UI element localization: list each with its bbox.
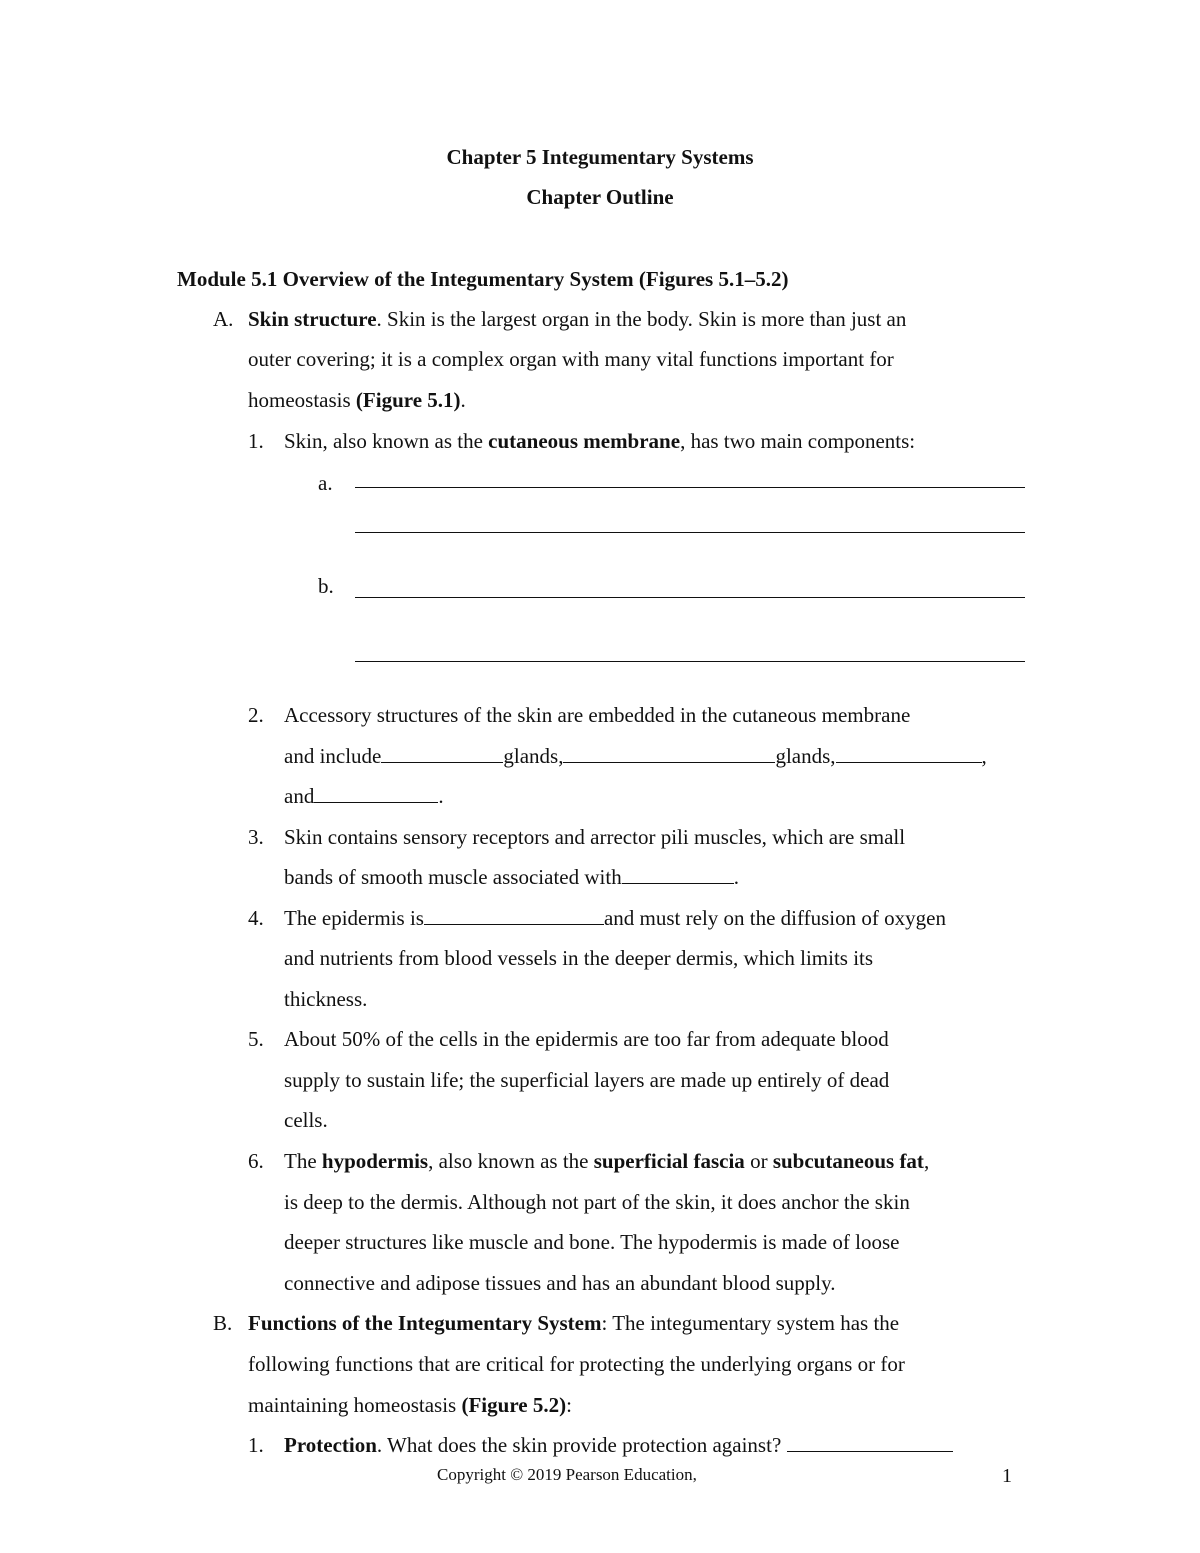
- item-a2-line-2: and include glands, glands, ,: [284, 744, 987, 768]
- item-a4-line-1: The epidermis is and must rely on the diffusion of oxygen: [284, 906, 946, 930]
- answer-line-b1-1[interactable]: [355, 597, 1025, 598]
- item-a1-marker: 1.: [248, 429, 264, 453]
- item-a2-marker: 2.: [248, 703, 264, 727]
- blank-a2-1[interactable]: [381, 744, 503, 763]
- item-a6-line-2: is deep to the dermis. Although not part of the skin, it does anchor the skin: [284, 1190, 910, 1214]
- section-b-line-1: Functions of the Integumentary System: The integumentary system has the: [248, 1311, 900, 1335]
- module-heading: Module 5.1 Overview of the Integumentary System (Figures 5.1–5.2): [177, 267, 789, 291]
- item-a6-line-4: connective and adipose tissues and has an abundant blood supply.: [284, 1271, 836, 1295]
- item-a4-line-2: and nutrients from blood vessels in the deeper dermis, which limits its: [284, 946, 874, 970]
- item-a4-marker: 4.: [248, 906, 264, 930]
- section-a-line-2: outer covering; it is a complex organ with many vital functions important for: [248, 347, 894, 371]
- item-a5-line-3: cells.: [284, 1108, 328, 1132]
- item-a6-line-3: deeper structures like muscle and bone. The hypodermis is made of loose: [284, 1230, 900, 1254]
- blank-b1-1[interactable]: [787, 1433, 953, 1452]
- section-a-heading: Skin structure: [248, 307, 377, 331]
- answer-line-b1-2[interactable]: [355, 661, 1025, 662]
- item-a4-line-3: thickness.: [284, 987, 368, 1011]
- item-a2-line-3: and .: [284, 784, 444, 808]
- item-a3-line-1: Skin contains sensory receptors and arrector pili muscles, which are small: [284, 825, 906, 849]
- blank-a4-1[interactable]: [424, 906, 604, 925]
- item-b1-marker: 1.: [248, 1433, 264, 1457]
- item-a1-text: Skin, also known as the cutaneous membrane, has two main components:: [284, 429, 916, 453]
- blank-a2-3[interactable]: [836, 744, 982, 763]
- section-b-heading: Functions of the Integumentary System: [248, 1311, 602, 1335]
- item-a6-marker: 6.: [248, 1149, 264, 1173]
- copyright-footer: Copyright © 2019 Pearson Education,: [437, 1465, 697, 1484]
- item-a5-line-1: About 50% of the cells in the epidermis are too far from adequate blood: [284, 1027, 889, 1051]
- section-a-line-1: Skin structure. Skin is the largest organ in the body. Skin is more than just an: [248, 307, 907, 331]
- item-b1-text: Protection. What does the skin provide protection against?: [284, 1432, 953, 1458]
- page-number: 1: [1002, 1465, 1012, 1487]
- item-a1-sub-b-marker: b.: [318, 574, 334, 598]
- item-a5-marker: 5.: [248, 1027, 264, 1051]
- item-a5-line-2: supply to sustain life; the superficial layers are made up entirely of dead: [284, 1068, 890, 1092]
- section-b-line-2: following functions that are critical for protecting the underlying organs or for: [248, 1352, 905, 1376]
- answer-line-a1-2[interactable]: [355, 532, 1025, 533]
- item-a2-line-1: Accessory structures of the skin are embedded in the cutaneous membrane: [284, 703, 911, 727]
- section-a-marker: A.: [213, 307, 234, 331]
- page-subtitle: Chapter Outline: [526, 185, 674, 209]
- blank-a2-4[interactable]: [314, 784, 438, 803]
- blank-a3-1[interactable]: [622, 865, 734, 884]
- blank-a2-2[interactable]: [563, 744, 775, 763]
- section-a-line-3: homeostasis (Figure 5.1).: [248, 388, 466, 412]
- section-b-marker: B.: [213, 1311, 233, 1335]
- answer-line-a1-1[interactable]: [355, 487, 1025, 488]
- page-title: Chapter 5 Integumentary Systems: [446, 145, 754, 169]
- item-a3-marker: 3.: [248, 825, 264, 849]
- item-a6-line-1: The hypodermis, also known as the superficial fascia or subcutaneous fat,: [284, 1149, 930, 1173]
- item-a3-line-2: bands of smooth muscle associated with .: [284, 865, 739, 889]
- item-a1-sub-a-marker: a.: [318, 471, 333, 495]
- section-b-line-3: maintaining homeostasis (Figure 5.2):: [248, 1393, 572, 1417]
